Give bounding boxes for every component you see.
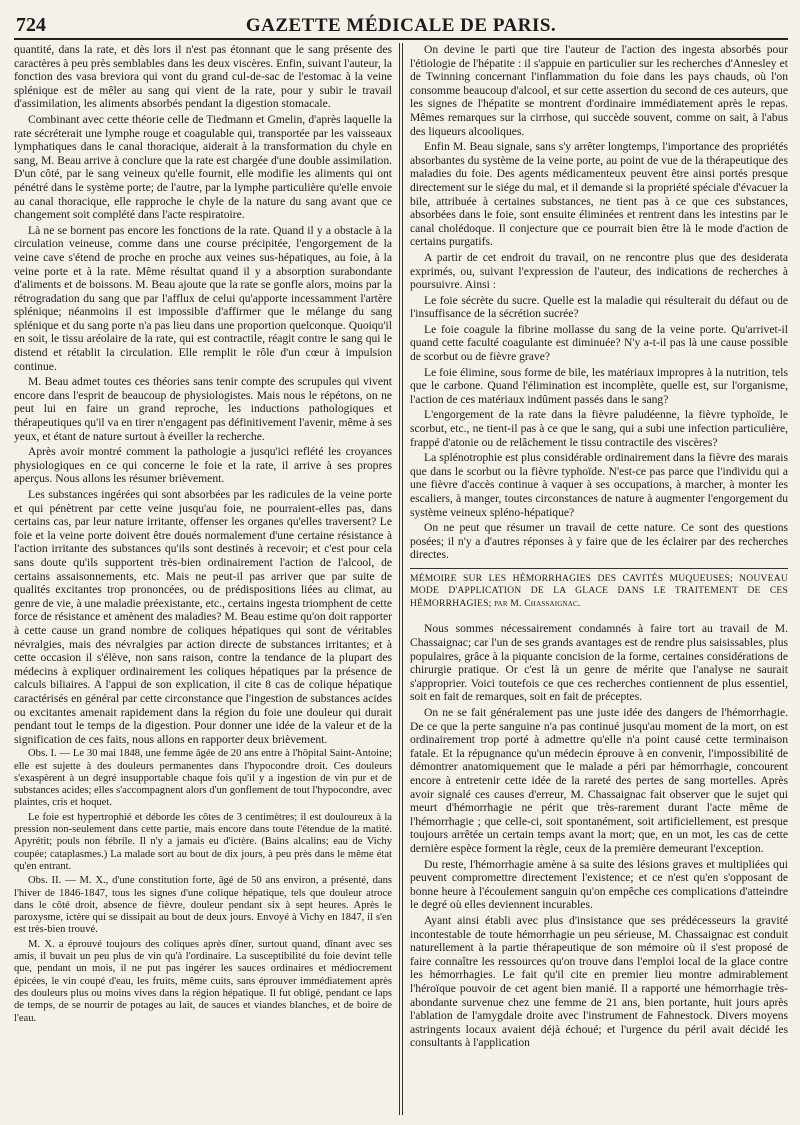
page-header: [14, 12, 788, 40]
paragraph: Enfin M. Beau signale, sans s'y arrêter longtemps, l'importance des propriétés absorbantes du système de la veine porte, au point de vue de la thérapeutique des maladies du foie. Des agents médicamenteux peuvent être ainsi portés presque directement sur le siége du mal, et il demande si la propriété spéciale d'évacuer la bile, attribuée à certaines substances, ne tient pas à ce que ces substances, absorbées dans le foie, sont ensuite éliminées et rentrent dans les intestins par le canal cholédoque. Il conjecture que ce pourrait bien être là le mode d'action de certains purgatifs.: [410, 140, 789, 249]
paragraph: Le foie sécrète du sucre. Quelle est la maladie qui résulterait du défaut ou de l'insuffisance de la sécrétion sucrée?: [410, 293, 789, 321]
article-separator: [410, 568, 788, 569]
article-title-text: MÉMOIRE SUR LES HÉMORRHAGIES DES CAVITÉS MUQUEUSES; NOUVEAU MODE D'APPLICATION DE LA GLACE DANS LE TRAITEMENT DE CES HÉMORRHAGIES;: [410, 572, 789, 609]
right-column: [404, 43, 788, 1115]
paragraph: Les substances ingérées qui sont absorbées par les radicules de la veine porte et qui pénètrent par cette veine jusqu'au foie, ne pourraient-elles pas, dans certains cas, par leur nature irritante, offenser les organes qu'elles traversent? Le foie et la veine porte doivent être doués normalement d'une certaine résistance à l'action irritante des substances qu'ils sont destinés à recevoir; et c'est pour cela sans doute qu'ils supportent très-bien ordinairement l'action de l'alcool, de certains assaisonnements, etc. Mais ne peut-il pas arriver que par suite de qualités excitantes trop prononcées, ou de prédispositions liées au climat, au genre de vie, à une maladie préexistante, etc., certains ingesta triomphent de cette force de résistance et amènent des maladies? M. Beau estime qu'on doit rapporter à cette cause un grand nombre de coliques hépatiques qui sont de véritables névralgies, mais des névralgies par action directe de substances irritantes; et à cette occasion il s'élève, non sans raison, contre la tendance de la plupart des médecins à expliquer ordinairement les coliques hépatiques par la présence de calculs biliaires. A l'appui de son explication, il cite 8 cas de colique hépatique caractérisés en général par cette circonstance que l'ingestion de substances acides ou excitantes amenait rapidement dans la région du foie une douleur qui durait pendant tout le temps de la digestion. Pour donner une idée de la valeur et de la signification de ces faits, nous allons en rapporter deux brièvement.: [14, 488, 393, 746]
paragraph: A partir de cet endroit du travail, on ne rencontre plus que des desiderata exprimés, ou, suivant l'expression de l'auteur, des indications de recherches à poursuivre. Ainsi :: [410, 250, 789, 292]
journal-title: GAZETTE MÉDICALE DE PARIS.: [245, 15, 557, 36]
observation-paragraph: Le foie est hypertrophié et déborde les côtes de 3 centimètres; il est douloureux à la pression non-seulement dans cette partie, mais encore dans toute l'étendue de la matité. Apyrétit; pouls non fébrile. Il n'y a jamais eu d'ictère. (Bains alcalins; eau de Vichy coupée; cataplasmes.) La malade sort au bout de dix jours, à peu près dans le même état qu'en entrant.: [14, 811, 393, 872]
paragraph: Nous sommes nécessairement condamnés à faire tort au travail de M. Chassaignac; car l'un de ses grands avantages est de rendre plus saisissables, plus populaires, grâce à la piquante concision de la forme, certaines considérations de chirurgie pratique. Or c'est là un genre de mérite que l'analyse ne saurait s'approprier. Voici toutefois ce que ces recherches contiennent de plus essentiel, soit en fait de remarques, soit en fait de préceptes.: [410, 622, 789, 704]
page-number: 724: [16, 14, 46, 36]
paragraph: L'engorgement de la rate dans la fièvre paludéenne, la fièvre typhoïde, le scorbut, etc., ne tient-il pas à ce que le sang, qui a subi une infection particulière, frappé d'atonie ou de relâchement le tissu contractile des viscères?: [410, 408, 789, 449]
paragraph: On ne peut que résumer un travail de cette nature. Ce sont des questions posées; il n'y a d'autres réponses à y faire que de les éclairer par des recherches directes.: [410, 521, 789, 562]
paragraph: quantité, dans la rate, et dès lors il n'est pas étonnant que le sang présente des caractères à peu près semblables dans les deux viscères. Enfin, suivant l'auteur, la fonction des vasa breviora qui vont du grand cul-de-sac de l'estomac à la veine splénique est de mêler au sang qui vient de la rate, pour y subir le travail d'assimilation, les aliments absorbés pendant la digestion stomacale.: [14, 43, 393, 111]
observation-paragraph: Obs. II. — M. X., d'une constitution forte, âgé de 50 ans environ, a présenté, dans l'hiver de 1846-1847, tous les signes d'une colique hépatique, tels que douleur atroce dans le côté droit, absence de fièvre, douleur pendant six à sept heures. Après le paroxysme, ictère qui se dissipait au bout de deux jours. Envoyé à Vichy en 1847, il s'en est très-bien trouvé.: [14, 875, 393, 936]
paragraph: Après avoir montré comment la pathologie a jusqu'ici reflété les croyances physiologiques en ce qui concerne le foie et la rate, il arrive à ses propres aperçus. Nous allons les résumer brièvement.: [14, 445, 393, 486]
article-author: par M. Chassaignac.: [494, 597, 581, 609]
observation-paragraph: Obs. I. — Le 30 mai 1848, une femme âgée de 20 ans entre à l'hôpital Saint-Antoine; elle est sujette à des douleurs permanentes dans l'hypocondre droit. Ces douleurs s'exaspèrent à un degré insupportable chaque fois qu'il y a ingestion de vin pur et de substances acides; elles s'accompagnent alors d'un gonflement de tout l'hypocondre, avec plaintes, cris et hoquet.: [14, 748, 393, 809]
paragraph: On ne se fait généralement pas une juste idée des dangers de l'hémorrhagie. De ce que la perte sanguine n'a pas continué jusqu'au moment de la mort, on est ordinairement trop porté à admettre qu'elle n'a point causé cette terminaison fatale. Et la répugnance qu'un médecin éprouve à en convenir, l'impossibilité de démontrer anatomiquement que le malade a péri par hémorrhagie, concourent encore à entretenir cette idée de la rareté des pertes de sang mortelles. Après avoir signalé ces causes d'erreur, M. Chassaignac fait observer que le sujet qui meurt d'hémorrhagie ne périt que très-rarement durant l'acte même de l'hémorrhagie ; que celle-ci, soit spontanément, soit artificiellement, est presque toujours arrêtée un certain temps avant la mort; que, en un mot, les cas de cette dernière espèce forment la règle, ceux de la première demeurant l'exception.: [410, 706, 789, 855]
paragraph: Le foie élimine, sous forme de bile, les matériaux impropres à la nutrition, tels que le carbone. Quand l'élimination est incomplète, quelle est, sur l'organisme, l'action de ces matériaux indûment passés dans le sang?: [410, 365, 789, 406]
paragraph: M. Beau admet toutes ces théories sans tenir compte des scrupules qui vivent encore dans l'esprit de beaucoup de physiologistes. Mais nous le répétons, on ne peut lui en faire un grand reproche, les inductions pathologiques et thérapeutiques qu'il va en tirer n'engagent pas définitivement l'avenir, même à ses yeux, et étant de nature surtout à éveiller la recherche.: [14, 375, 393, 443]
observation-paragraph: M. X. a éprouvé toujours des coliques après dîner, surtout quand, dînant avec ses amis, il buvait un peu plus de vin qu'à l'ordinaire. La susceptibilité du foie devint telle que, pendant un mois, il ne put pas ingérer les sauces ordinaires et médiocrement épicées, le vin coupé d'eau, les fruits, même cuits, sans éprouver immédiatement après des douleurs plus ou moins vives dans la région hépatique. Il fut obligé, pendant ce laps de temps, de se nourrir de potages au lait, de sauces et viandes blanches, et de boire de l'eau.: [14, 938, 393, 1024]
paragraph: La splénotrophie est plus considérable ordinairement dans la fièvre des marais que dans le scorbut ou la fièvre typhoïde. N'est-ce pas parce que l'individu qui a une fièvre d'accès continue à vaquer à ses occupations, à marcher, à monter les escaliers, à manger, toutes circonstances de nature à augmenter l'engorgement du système veineux spléno-hépatique?: [410, 451, 789, 519]
paragraph: On devine le parti que tire l'auteur de l'action des ingesta absorbés pour l'étiologie de l'hépatite : il s'appuie en particulier sur les recherches d'Annesley et de Twinning concernant l'inflammation du foie dans les pays chauds, où l'on consomme beaucoup d'alcool, et sur cette assertion du second de ces auteurs, que les signes de l'hépatite se montrent d'ordinaire immédiatement après le repas. Mêmes remarques sur la cirrhose, qui succède souvent, comme on sait, à l'abus des liqueurs alcooliques.: [410, 43, 789, 138]
paragraph: Combinant avec cette théorie celle de Tiedmann et Gmelin, d'après laquelle la rate sécréterait une lymphe rouge et coagulable qui, transportée par les vaisseaux lymphatiques dans le canal thoracique, aiderait à la transformation du chyle en sang, M. Beau arrive à conclure que la rate est chargée d'une double assimilation. D'un côté, par le sang veineux qu'elle fournit, elle modifie les aliments qui ont pénétré dans le système porte; de l'autre, par la lymphe particulière qu'elle envoie au canal thoracique, elle rapproche le chyle de la nature du sang avant que ce changement soit complété dans l'acte respiratoire.: [14, 112, 393, 222]
paragraph: Là ne se bornent pas encore les fonctions de la rate. Quand il y a obstacle à la circulation veineuse, comme dans une course précipitée, l'engorgement de la veine cave s'étend de proche en proche aux veines sus-hépatiques, au foie, à la veine porte et à la rate. Même résultat quand il y a absorption surabondante d'aliments et de boissons. M. Beau ajoute que la rate se gonfle alors, moins par la rétrogradation du sang que par l'afflux de celui qu'apporte incessamment l'artère splénique; néanmoins il est impossible d'affirmer que le mélange du sang splénique et du sang porte n'a pas lieu dans une proportion quelconque. Quoiqu'il en soit, le tissu aréolaire de la rate, qui est contractile, réagit contre le sang qui le distend et rétablit la circulation. Elle remplit le rôle d'un cœur à impulsion continue.: [14, 223, 393, 373]
paragraph: Ayant ainsi établi avec plus d'insistance que ses prédécesseurs la gravité incontestable de toute hémorrhagie un peu sérieuse, M. Chassaignac est conduit naturellement à la partie thérapeutique de son mémoire où il s'est proposé de faire connaître les ressources qu'on trouve dans l'emploi local de la glace contre les hémorrhagies. Le fait qu'il cite en premier lieu montre admirablement l'héroïque pouvoir de cet agent bien manié. Il a rapporté une hémorrhagie très-abondante survenue chez une femme de 21 ans, bien portante, huit jours après l'ablation de l'amygdale droite avec l'instrument de Fahnestock. Divers moyens astringents locaux avaient déjà échoué; et l'urgence du péril avait décidé les consultants à l'application: [410, 913, 789, 1050]
paragraph: Du reste, l'hémorrhagie amène à sa suite des lésions graves et multipliées qui peuvent compromettre directement l'existence; et ce n'est qu'en s'opposant de bonne heure à l'écoulement sanguin qu'on empêche ces complications d'atteindre le degré où elles deviennent incurables.: [410, 857, 789, 912]
paragraph: Le foie coagule la fibrine mollasse du sang de la veine porte. Qu'arrivet-il quand cette faculté coagulante est diminuée? N'y a-t-il pas là une cause possible de scorbut ou de fièvre grave?: [410, 322, 789, 364]
article-title: [410, 573, 788, 611]
column-divider: [399, 43, 403, 1115]
left-column: [14, 43, 398, 1115]
column-container: [14, 43, 788, 1115]
